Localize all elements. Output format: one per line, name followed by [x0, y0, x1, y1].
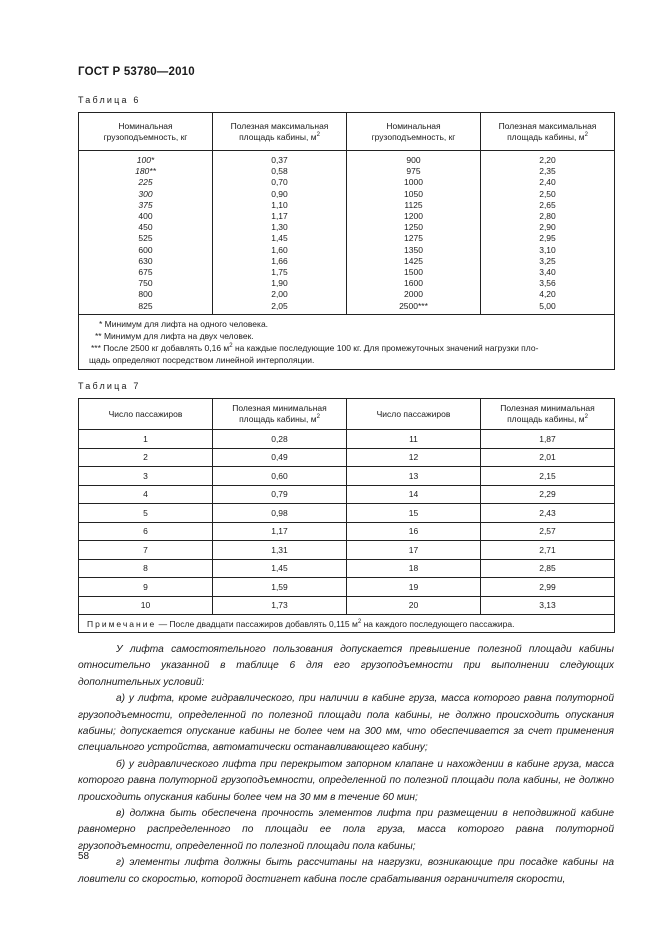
table6-cell: 1500 — [347, 267, 481, 278]
paragraph: г) элементы лифта должны быть рассчитаны на нагрузки, возникающие при посадке кабины на ловители со скоростью, которой достигнет кабина после срабатывания ограничителя скорости, — [78, 857, 614, 885]
table7-cell: 3 — [79, 467, 213, 486]
table6-cell: 2,00 — [213, 289, 347, 300]
paragraph: в) должна быть обеспечена прочность элементов лифта при размещении в неподвижной кабине равномерно распределенного по площади ее пола груза, масса которого равна полуторной грузоподъемности, определенной по полезной площади пола кабины; — [78, 808, 614, 852]
table7-cell: 9 — [79, 578, 213, 597]
table7-cell: 17 — [347, 541, 481, 560]
table7-row — [79, 485, 615, 504]
table6-row — [79, 267, 615, 278]
table6-cell: 1425 — [347, 256, 481, 267]
body-text — [78, 642, 614, 888]
table7-cell: 5 — [79, 504, 213, 523]
table6-cell: 450 — [79, 222, 213, 233]
table7-cell: 2,57 — [481, 522, 615, 541]
table6-cell: 2500*** — [347, 301, 481, 315]
table7-row — [79, 522, 615, 541]
table6-cell: 1125 — [347, 200, 481, 211]
table6-cell: 3,56 — [539, 278, 556, 289]
table6-row — [79, 189, 615, 200]
table7-cell: 2,01 — [481, 448, 615, 467]
table7-cell: 1,59 — [213, 578, 347, 597]
table6-cell: 2,95 — [539, 233, 556, 244]
table6-cell: 1275 — [347, 233, 481, 244]
table7-header-row — [79, 399, 615, 430]
table7-cell: 1,45 — [213, 559, 347, 578]
table6-cell: 1,17 — [213, 211, 347, 222]
table7-row — [79, 559, 615, 578]
table6-header-cell: Полезная максимальная площадь кабины, $м^2$ — [213, 113, 347, 151]
table7-cell: 2,71 — [481, 541, 615, 560]
table6-row — [79, 166, 615, 177]
table6-cell: 2,65 — [539, 199, 556, 210]
table6-cell: 825 — [79, 301, 213, 315]
table6-row — [79, 256, 615, 267]
table6-cell: 675 — [79, 267, 213, 278]
table6-cell: 2,35 — [539, 166, 556, 177]
table6-cell: 1,45 — [213, 233, 347, 244]
paragraph: а) у лифта, кроме гидравлического, при наличии в кабине груза, масса которого равна полуторной грузоподъемности, определенной по полезной площади пола кабины, не должно происходить опускания кабины; допускается опускание кабины не более чем на 300 мм, что обеспечивается за счет применения специального устройства, автоматически останавливающего кабину; — [78, 693, 614, 754]
table7-cell: 7 — [79, 541, 213, 560]
table6-header-cell: Номинальная грузоподъемность, кг — [347, 113, 481, 151]
table6-cell: 1050 — [347, 189, 481, 200]
table6-cell: 800 — [79, 289, 213, 300]
table7-header-cell: Полезная минимальная площадь кабины, $м^2$ — [213, 399, 347, 430]
table6-cell: 300 — [79, 189, 213, 200]
table7-row — [79, 448, 615, 467]
table6-cell: 400 — [79, 211, 213, 222]
table7-cell: 18 — [347, 559, 481, 578]
table7-cell: 20 — [347, 596, 481, 615]
table6-cell: 2,90 — [539, 222, 556, 233]
table6-note: ** Минимум для лифта на двух человек. — [95, 330, 254, 341]
table6-header-cell: Полезная максимальная площадь кабины, $м^2$ — [481, 113, 615, 151]
table7-cell: 1 — [79, 430, 213, 449]
table6-cell: 630 — [79, 256, 213, 267]
table6-cell: 1250 — [347, 222, 481, 233]
table6-cell: 1200 — [347, 211, 481, 222]
table7-cell: 16 — [347, 522, 481, 541]
table7-header-cell: Число пассажиров — [79, 399, 213, 430]
table7-caption: Таблица 7 — [78, 381, 141, 391]
table7-cell: 0,49 — [213, 448, 347, 467]
table7-cell: 2 — [79, 448, 213, 467]
table7-cell: 2,43 — [481, 504, 615, 523]
table6-note: *** После 2500 кг добавлять 0,16 $м^2$ на каждые последующие 100 кг. Для промежуточных значений нагрузки пло- — [91, 342, 539, 353]
table6-row — [79, 233, 615, 244]
table6-notes — [79, 314, 615, 369]
table7-row — [79, 541, 615, 560]
table7-cell: 1,73 — [213, 596, 347, 615]
table6-cell: 900 — [347, 151, 481, 167]
table7-cell: 0,28 — [213, 430, 347, 449]
table6-cell: 3,25 — [539, 255, 556, 266]
table7-cell: 2,85 — [481, 559, 615, 578]
table6-cell: 5,00 — [539, 300, 556, 311]
table6-row — [79, 289, 615, 300]
table7-cell: 13 — [347, 467, 481, 486]
table6-cell: 750 — [79, 278, 213, 289]
table6-cell: 525 — [79, 233, 213, 244]
table7-cell: 0,60 — [213, 467, 347, 486]
table7-header-cell: Полезная минимальная площадь кабины, $м^2$ — [481, 399, 615, 430]
table6-row — [79, 151, 615, 167]
paragraph: б) у гидравлического лифта при перекрытом запорном клапане и нахождении в кабине груза, масса которого равна полуторной грузоподъемности, определенной по полезной площади пола кабины, не должно происходить опускания кабины более чем на 30 мм в течение 60 мин; — [78, 758, 614, 803]
table6-cell: 2000 — [347, 289, 481, 300]
table6-cell: 1,60 — [213, 245, 347, 256]
table6-cell: 0,70 — [213, 177, 347, 188]
table6-cell: 0,37 — [213, 151, 347, 167]
table6-row — [79, 278, 615, 289]
table7-header-cell: Число пассажиров — [347, 399, 481, 430]
table7-cell: 8 — [79, 559, 213, 578]
table6-row — [79, 177, 615, 188]
table6-cell: 2,40 — [539, 177, 556, 188]
table6-row — [79, 200, 615, 211]
table7-row — [79, 467, 615, 486]
table7-cell: 2,15 — [481, 467, 615, 486]
table7-cell: 3,13 — [481, 596, 615, 615]
table6-cell: 0,90 — [213, 189, 347, 200]
table6-cell: 4,20 — [539, 289, 556, 300]
table6-row — [79, 222, 615, 233]
table7-cell: 11 — [347, 430, 481, 449]
table7-cell: 4 — [79, 485, 213, 504]
table6 — [78, 112, 615, 370]
table6-cell: 975 — [347, 166, 481, 177]
table6-note: * Минимум для лифта на одного человека. — [99, 318, 269, 329]
table7-cell: 0,98 — [213, 504, 347, 523]
table7-cell: 14 — [347, 485, 481, 504]
table6-cell: 1,30 — [213, 222, 347, 233]
table6-cell: 1,75 — [213, 267, 347, 278]
table6-cell: 1000 — [347, 177, 481, 188]
table6-cell: 1600 — [347, 278, 481, 289]
table6-cell: 2,80 — [539, 211, 556, 222]
table6-cell: 1,10 — [213, 200, 347, 211]
table7-cell: 15 — [347, 504, 481, 523]
paragraph: У лифта самостоятельного пользования допускается превышение полезной площади кабины относительно указанной в таблице 6 для его грузоподъемности при выполнении следующих дополнительных условий: — [78, 644, 614, 688]
page-number: 58 — [78, 851, 90, 862]
document-title: ГОСТ Р 53780—2010 — [78, 66, 195, 78]
table6-row — [79, 301, 615, 315]
table7-note: Примечание — После двадцати пассажиров добавлять 0,115 $м^2$ на каждого последующего пассажира. — [79, 615, 615, 633]
table7-row — [79, 430, 615, 449]
table7-cell: 10 — [79, 596, 213, 615]
table7-row — [79, 578, 615, 597]
table6-cell: 2,20 — [539, 155, 556, 165]
table7-cell: 2,29 — [481, 485, 615, 504]
table6-caption: Таблица 6 — [78, 95, 141, 105]
table6-cell: 180** — [79, 166, 213, 177]
table6-header-row — [79, 113, 615, 151]
table7-cell: 1,87 — [481, 430, 615, 449]
table6-cell: 3,10 — [539, 244, 556, 255]
table7-cell: 1,31 — [213, 541, 347, 560]
table6-cell: 1,90 — [213, 278, 347, 289]
table6-cell: 100* — [79, 151, 213, 167]
table7-row — [79, 504, 615, 523]
table7-cell: 0,79 — [213, 485, 347, 504]
table7-cell: 19 — [347, 578, 481, 597]
table7-cell: 6 — [79, 522, 213, 541]
table6-cell: 3,40 — [539, 267, 556, 278]
table6-row — [79, 211, 615, 222]
table6-cell: 600 — [79, 245, 213, 256]
table6-cell: 0,58 — [213, 166, 347, 177]
table6-cell: 1350 — [347, 245, 481, 256]
table6-cell: 1,66 — [213, 256, 347, 267]
table7-row — [79, 596, 615, 615]
table6-cell: 2,05 — [213, 301, 347, 315]
table6-note: щадь определяют посредством линейной интерполяции. — [89, 354, 315, 365]
table6-cell: 2,50 — [539, 188, 556, 199]
table7-cell: 2,99 — [481, 578, 615, 597]
table6-cell: 225 — [79, 177, 213, 188]
table6-row — [79, 245, 615, 256]
table6-cell: 375 — [79, 200, 213, 211]
table7 — [78, 398, 615, 633]
table6-header-cell: Номинальная грузоподъемность, кг — [79, 113, 213, 151]
table7-cell: 1,17 — [213, 522, 347, 541]
table7-cell: 12 — [347, 448, 481, 467]
